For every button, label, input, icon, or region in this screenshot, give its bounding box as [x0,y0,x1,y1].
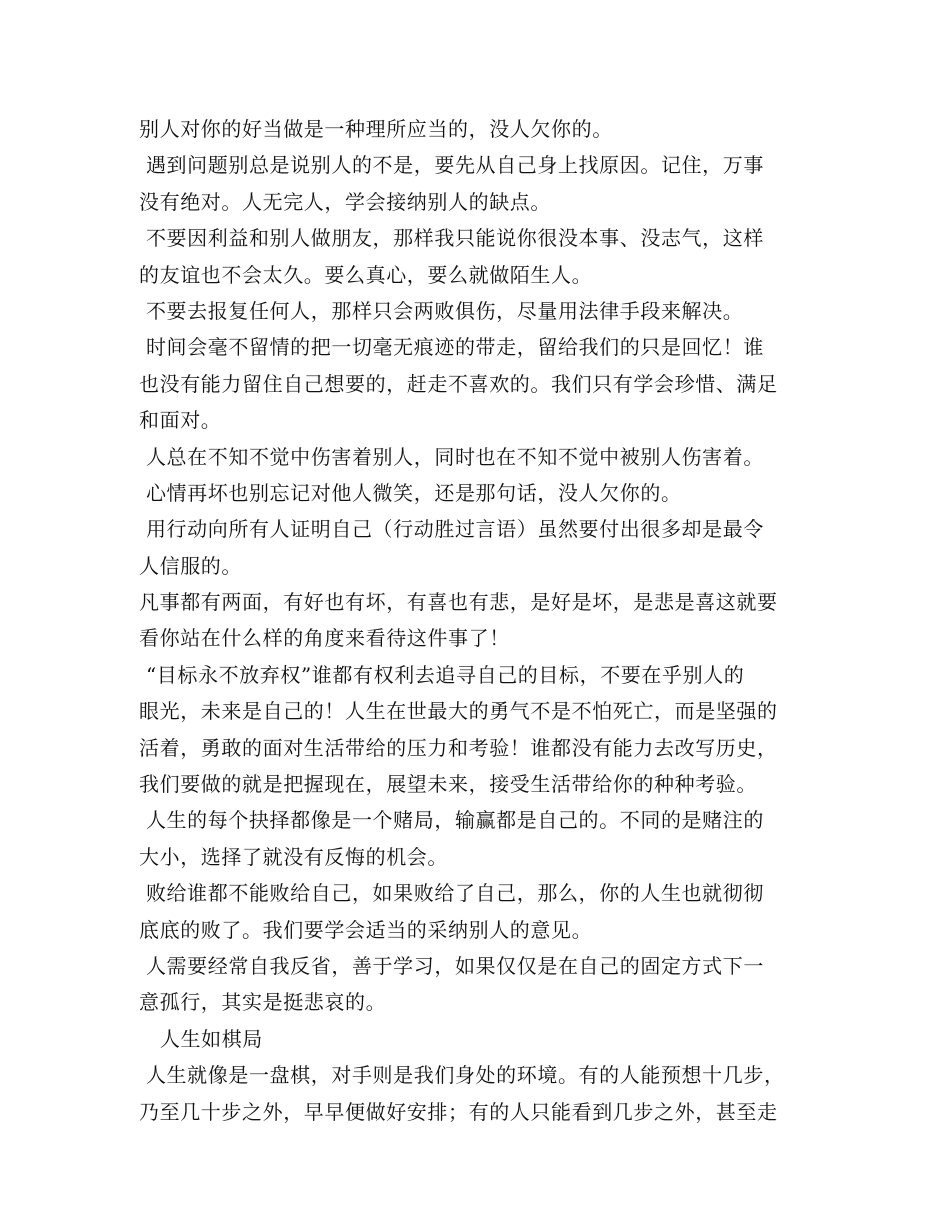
text-line: 人信服的。 [139,553,242,578]
text-line: 凡事都有两面，有好也有坏，有喜也有悲，是好是坏，是悲是喜这就要 [139,590,778,615]
text-line: 人总在不知不觉中伤害着别人，同时也在不知不觉中被别人伤害着。 [139,444,764,469]
text-line: 别人对你的好当做是一种理所应当的，没人欠你的。 [139,117,613,141]
text-line: 的友谊也不会太久。要么真心，要么就做陌生人。 [139,262,593,287]
text-line: 人生的每个抉择都像是一个赌局，输赢都是自己的。不同的是赌注的 [139,808,764,833]
text-line: 活着，勇敢的面对生活带给的压力和考验！谁都没有能力去改写历史， [139,735,778,760]
text-line: 人需要经常自我反省，善于学习，如果仅仅是在自己的固定方式下一 [139,953,764,978]
text-line: 不要去报复任何人，那样只会两败俱伤，尽量用法律手段来解决。 [139,298,744,323]
text-line: 遇到问题别总是说别人的不是，要先从自己身上找原因。记住，万事 [139,153,764,178]
text-line: 意孤行，其实是挺悲哀的。 [139,990,387,1015]
text-line: 底底的败了。我们要学会适当的采纳别人的意见。 [139,917,593,942]
text-line: 乃至几十步之外，早早便做好安排；有的人只能看到几步之外，甚至走 [139,1099,778,1124]
text-line: 看你站在什么样的角度来看待这件事了！ [139,626,510,651]
text-line: 大小，选择了就没有反悔的机会。 [139,844,448,869]
text-line: 心情再坏也别忘记对他人微笑，还是那句话，没人欠你的。 [139,480,682,505]
document-body [139,111,839,1130]
text-line: 败给谁都不能败给自己，如果败给了自己，那么，你的人生也就彻彻 [139,881,764,906]
text-line: 用行动向所有人证明自己（行动胜过言语）虽然要付出很多却是最令 [139,517,764,542]
text-line: 和面对。 [139,408,222,433]
text-line: 时间会毫不留情的把一切毫无痕迹的带走，留给我们的只是回忆！谁 [139,335,764,360]
text-line: 我们要做的就是把握现在，展望未来，接受生活带给你的种种考验。 [139,772,757,797]
text-line: 人生就像是一盘棋，对手则是我们身处的环境。有的人能预想十几步， [139,1063,785,1088]
text-line: “目标永不放弃权”谁都有权利去追寻自己的目标，不要在乎别人的 [139,662,745,687]
text-line: 没有绝对。人无完人，学会接纳别人的缺点。 [139,189,551,214]
section-heading: 人生如棋局 [139,1026,263,1051]
text-line: 不要因利益和别人做朋友，那样我只能说你很没本事、没志气，这样 [139,226,764,251]
text-line: 也没有能力留住自己想要的，赶走不喜欢的。我们只有学会珍惜、满足 [139,371,778,396]
text-line: 眼光，未来是自己的！人生在世最大的勇气不是不怕死亡，而是坚强的 [139,699,778,724]
